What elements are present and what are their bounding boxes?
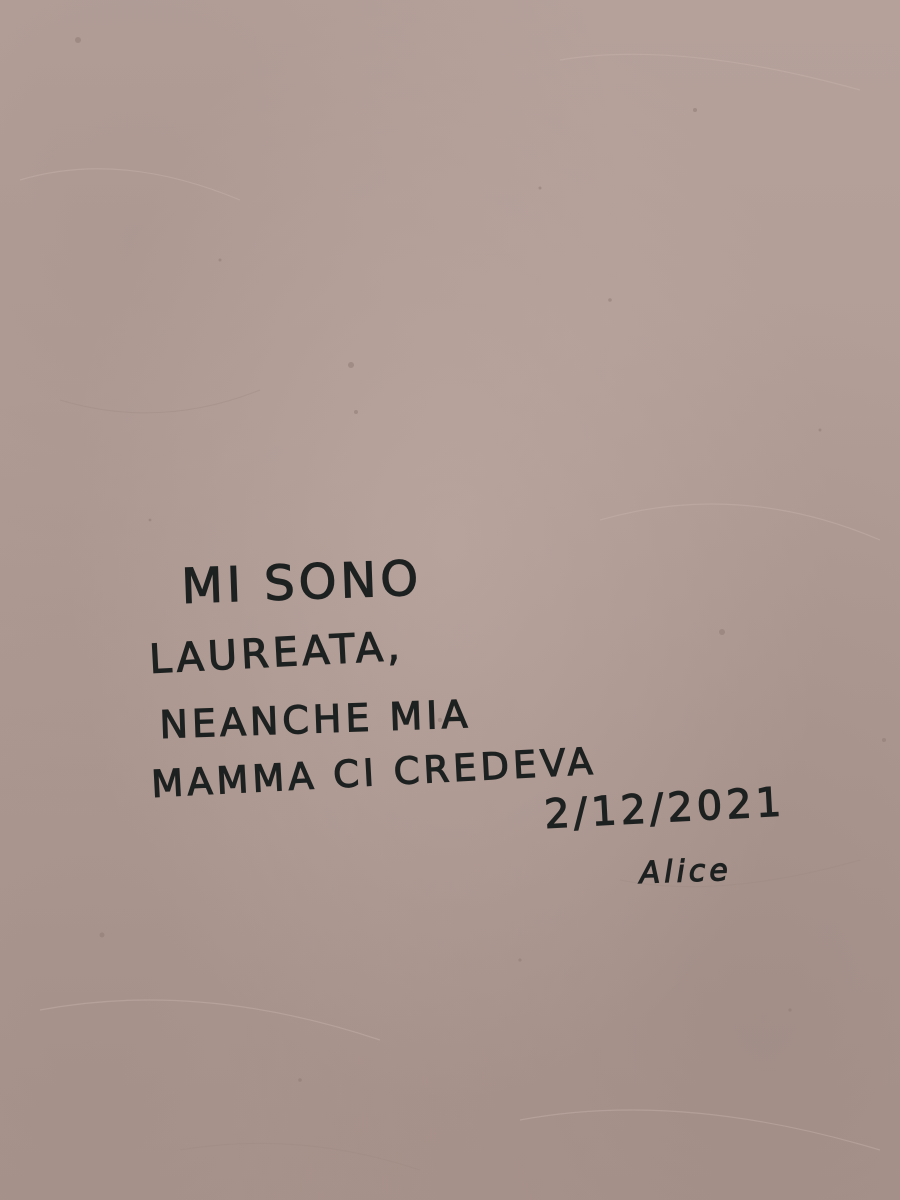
graffiti-line-1: MI SONO bbox=[180, 550, 424, 615]
graffiti-line-3: NEANCHE MIA bbox=[158, 692, 473, 747]
graffiti-signature: Alice bbox=[639, 852, 733, 891]
graffiti-line-4: MAMMA CI CREDEVA bbox=[150, 739, 598, 806]
graffiti-line-2: LAUREATA, bbox=[148, 623, 405, 683]
graffiti-date: 2/12/2021 bbox=[543, 779, 787, 838]
